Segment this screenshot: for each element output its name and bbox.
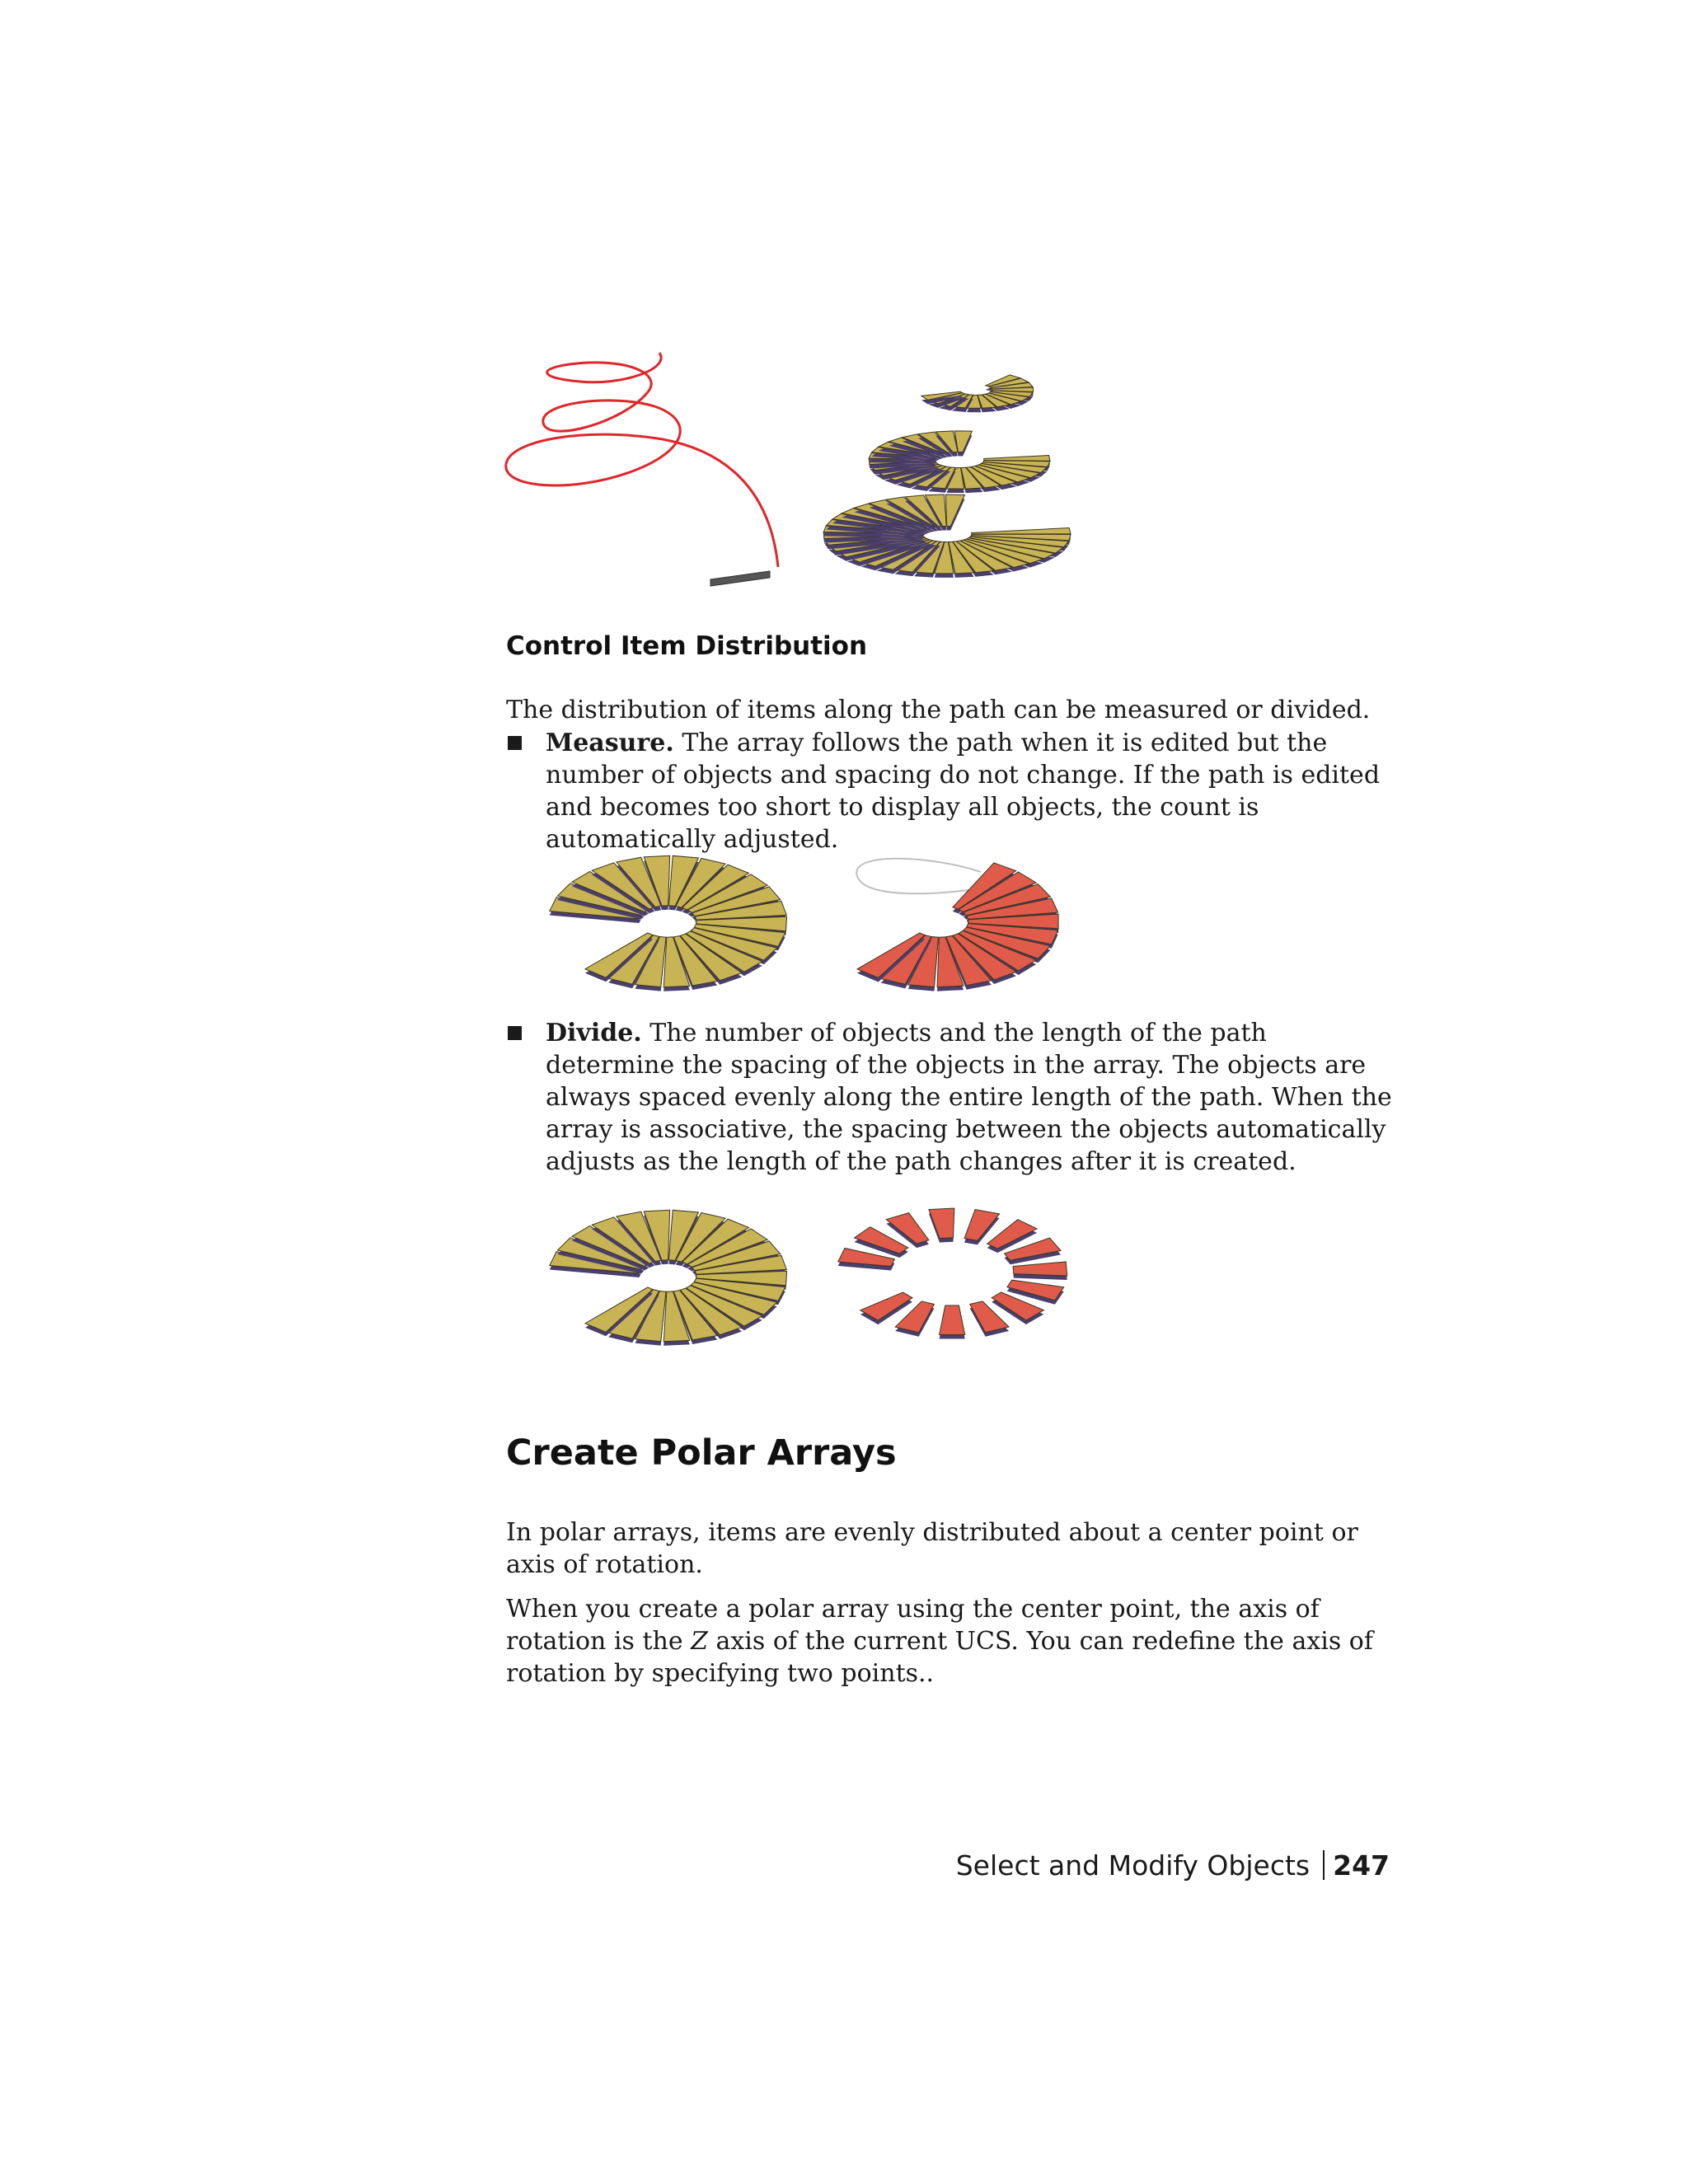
polar-paragraph-1: In polar arrays, items are evenly distributed about a center point or axis of rotation.	[506, 1518, 1358, 1579]
divide-illustration	[536, 1193, 1113, 1358]
tread	[945, 494, 964, 526]
distribution-intro: The distribution of items along the path can be measured or divided.	[506, 696, 1371, 724]
tread	[1013, 1262, 1067, 1276]
figure-helix-stair	[498, 344, 1157, 608]
measure-text: The array follows the path when it is edited but the number of objects and spacing do not change. If the path is edited and becomes too short to display all objects, the count is automatically adjusted.	[546, 729, 1381, 854]
measure-shortened-spiral	[857, 863, 1058, 991]
measure-remaining-path	[856, 859, 981, 893]
single-tread	[710, 571, 770, 586]
page-footer	[956, 1849, 1390, 1882]
divide-bullet	[506, 1017, 1396, 1178]
bullet-square-icon	[508, 736, 522, 750]
measure-term: Measure.	[546, 729, 674, 757]
figure-divide	[536, 1193, 1113, 1358]
divide-text: The number of objects and the length of the path determine the spacing of the objects in the array. The objects are always spaced evenly along the entire length of the path. When the array is associative, the spacing between the objects automatically adjusts as the length of the path changes after it is created.	[546, 1019, 1392, 1176]
helix-path	[506, 353, 778, 567]
tread	[954, 431, 972, 452]
bullet-square-icon	[508, 1026, 522, 1040]
helix-stair-illustration	[498, 344, 1157, 608]
z-axis-term: Z	[691, 1627, 708, 1656]
page-number: 247	[1333, 1849, 1390, 1882]
control-item-distribution-heading: Control Item Distribution	[506, 631, 868, 661]
create-polar-arrays-heading: Create Polar Arrays	[506, 1432, 897, 1474]
measure-bullet	[506, 727, 1396, 855]
figure-measure	[536, 839, 1088, 1001]
divide-spaced-spiral	[838, 1208, 1067, 1339]
footer-chapter-title: Select and Modify Objects	[955, 1849, 1311, 1882]
tread	[940, 1305, 965, 1335]
footer-separator	[1323, 1850, 1325, 1880]
divide-term: Divide.	[546, 1019, 642, 1047]
polar-paragraph-2	[506, 1593, 1396, 1690]
measure-full-spiral	[550, 855, 787, 991]
polar-paragraph-2-part-1: When you create a polar array using the center point, the axis of rotation is the	[506, 1595, 1320, 1656]
divide-full-spiral	[550, 1210, 787, 1345]
spiral-stair	[823, 375, 1071, 578]
polar-paragraph-2-part-2: axis of the current UCS. You can redefine the axis of rotation by specifying two points..	[506, 1627, 1373, 1688]
measure-illustration	[536, 839, 1088, 1001]
tread	[972, 527, 1071, 533]
